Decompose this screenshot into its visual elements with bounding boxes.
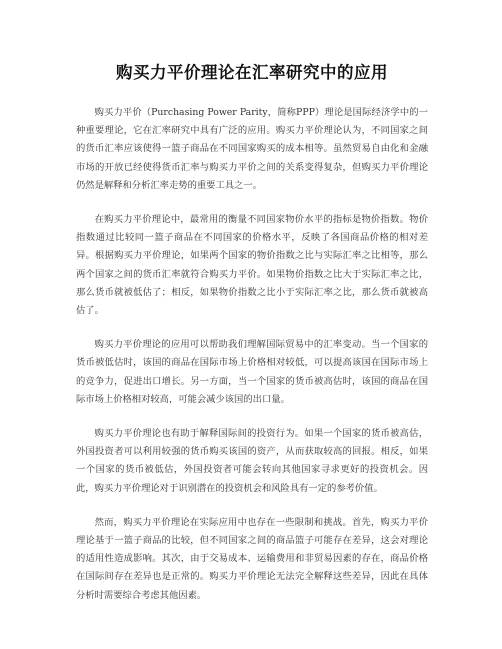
paragraph-1: 购买力平价（Purchasing Power Parity，简称PPP）理论是国际经济学中的一种重要理论，它在汇率研究中具有广泛的应用。购买力平价理论认为，不同国家之间的货币汇率应该使得一篮子商品在不同国家购买的成本相等。虽然贸易自由化和金融市场的开放已经使得货币汇率与购买力平价之间的关系变得复杂，但购买力平价理论仍然是解释和分析汇率走势的重要工具之一。 — [76, 107, 428, 191]
paragraph-5: 然而，购买力平价理论在实际应用中也存在一些限制和挑战。首先，购买力平价理论基于一篮子商品的比较，但不同国家之间的商品篮子可能存在差异，这会对理论的适用性造成影响。其次，由于交易成本、运输费用和非贸易因素的存在，商品价格在国际间存在差异也是正常的。购买力平价理论无法完全解释这些差异，因此在具体分析时需要综合考虑其他因素。 — [76, 516, 428, 601]
document-body — [76, 104, 428, 605]
paragraph-4: 购买力平价理论也有助于解释国际间的投资行为。如果一个国家的货币被高估，外国投资者可以利用较强的货币购买该国的资产，从而获取较高的回报。相反，如果一个国家的货币被低估，外国投资者可能会转向其他国家寻求更好的投资机会。因此，购买力平价理论对于识别潜在的投资机会和风险具有一定的参考价值。 — [76, 428, 428, 494]
document-title: 购买力平价理论在汇率研究中的应用 — [116, 63, 388, 82]
paragraph-2: 在购买力平价理论中，最常用的衡量不同国家物价水平的指标是物价指数。物价指数通过比较同一篮子商品在不同国家的价格水平，反映了各国商品价格的相对差异。根据购买力平价理论，如果两个国家的物价指数之比与实际汇率之比相等，那么两个国家之间的货币汇率就符合购买力平价。如果物价指数之比大于实际汇率之比，那么货币就被低估了；相反，如果物价指数之比小于实际汇率之比，那么货币就被高估了。 — [76, 214, 428, 317]
paragraph-3: 购买力平价理论的应用可以帮助我们理解国际贸易中的汇率变动。当一个国家的货币被低估时，该国的商品在国际市场上价格相对较低，可以提高该国在国际市场上的竞争力，促进出口增长。另一方面，当一个国家的货币被高估时，该国的商品在国际市场上价格相对较高，可能会减少该国的出口量。 — [76, 339, 428, 405]
